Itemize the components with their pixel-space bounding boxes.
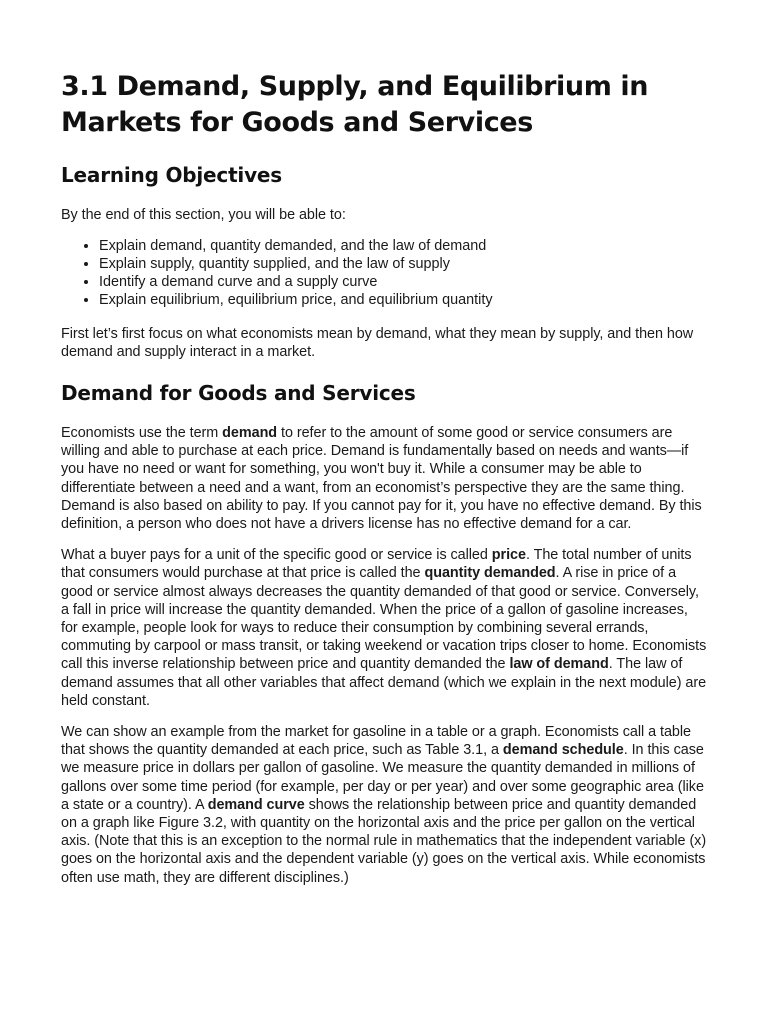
list-item: • Identify a demand curve and a supply curve — [99, 273, 708, 291]
list-item: • Explain equilibrium, equilibrium price, and equilibrium quantity — [99, 291, 708, 309]
term-demand-curve: demand curve — [207, 796, 305, 813]
text-run: What a buyer pays for a unit of the specific good or service is called — [61, 547, 492, 564]
learning-objectives-heading: Learning Objectives — [61, 163, 282, 187]
term-demand-schedule: demand schedule — [502, 742, 624, 759]
term-demand: demand — [222, 424, 278, 441]
list-item: • Explain demand, quantity demanded, and the law of demand — [99, 237, 708, 255]
objectives-list — [61, 237, 708, 309]
first-focus-paragraph: First let’s first focus on what economists mean by demand, what they mean by supply, and then how demand and supply interact in a market. — [61, 325, 694, 360]
text-run: . The total number of units that consumers would purchase at that price is called the — [61, 547, 692, 582]
text-run: We can show an example from the market for gasoline in a table or a graph. Economists call a table that shows the quantity demanded at each price, such as Table 3.1, a — [61, 724, 691, 759]
term-quantity-demanded: quantity demanded — [424, 565, 556, 582]
text-run: . A rise in price of a good or service almost always decreases the quantity demanded of that good or service. Conversely, a fall in price will increase the quantity demanded. When the price of a gallon of gasoline increases, for example, people look for ways to reduce their consumption by combining several errands, commuting by carpool or mass transit, or taking weekend or vacation trips closer to home. Economists call this inverse relationship between price and quantity demanded the — [61, 565, 707, 673]
text-run: . The law of demand assumes that all other variables that affect demand (which we explain in the next module) are held constant. — [61, 656, 707, 709]
page-title: 3.1 Demand, Supply, and Equilibrium in Markets for Goods and Services — [61, 71, 649, 138]
text-run: to refer to the amount of some good or service consumers are willing and able to purchase at each price. Demand is fundamentally based on needs and wants—if you have no need or want for something, you won't buy it. While a consumer may be able to differentiate between a need and a want, from an economist’s perspective they are the same thing. Demand is also based on ability to pay. If you cannot pay for it, you have no effective demand. By this definition, a person who does not have a drivers license has no effective demand for a car. — [61, 424, 702, 532]
text-run: shows the relationship between price and quantity demanded on a graph like Figure 3.2, with quantity on the horizontal axis and the price per gallon on the vertical axis. (Note that this is an exception to the normal rule in mathematics that the independent variable (x) goes on the horizontal axis and the dependent variable (y) goes on the vertical axis. While economists often use math, they are different disciplines.) — [61, 796, 707, 886]
term-law-of-demand: law of demand — [509, 656, 609, 673]
text-run: . In this case we measure price in dollars per gallon of gasoline. We measure the quantity demanded in millions of gallons over some time period (for example, per day or per year) and over some geographic area (like a state or a country). A — [61, 742, 704, 813]
list-item: • Explain supply, quantity supplied, and the law of supply — [99, 255, 708, 273]
term-price: price — [491, 547, 526, 564]
intro-text: By the end of this section, you will be able to: — [61, 207, 346, 223]
text-run: Economists use the term — [61, 424, 223, 441]
price-paragraph — [61, 546, 708, 710]
demand-section-heading: Demand for Goods and Services — [61, 380, 416, 405]
demand-paragraph — [61, 424, 708, 533]
gasoline-example-paragraph — [61, 723, 708, 887]
